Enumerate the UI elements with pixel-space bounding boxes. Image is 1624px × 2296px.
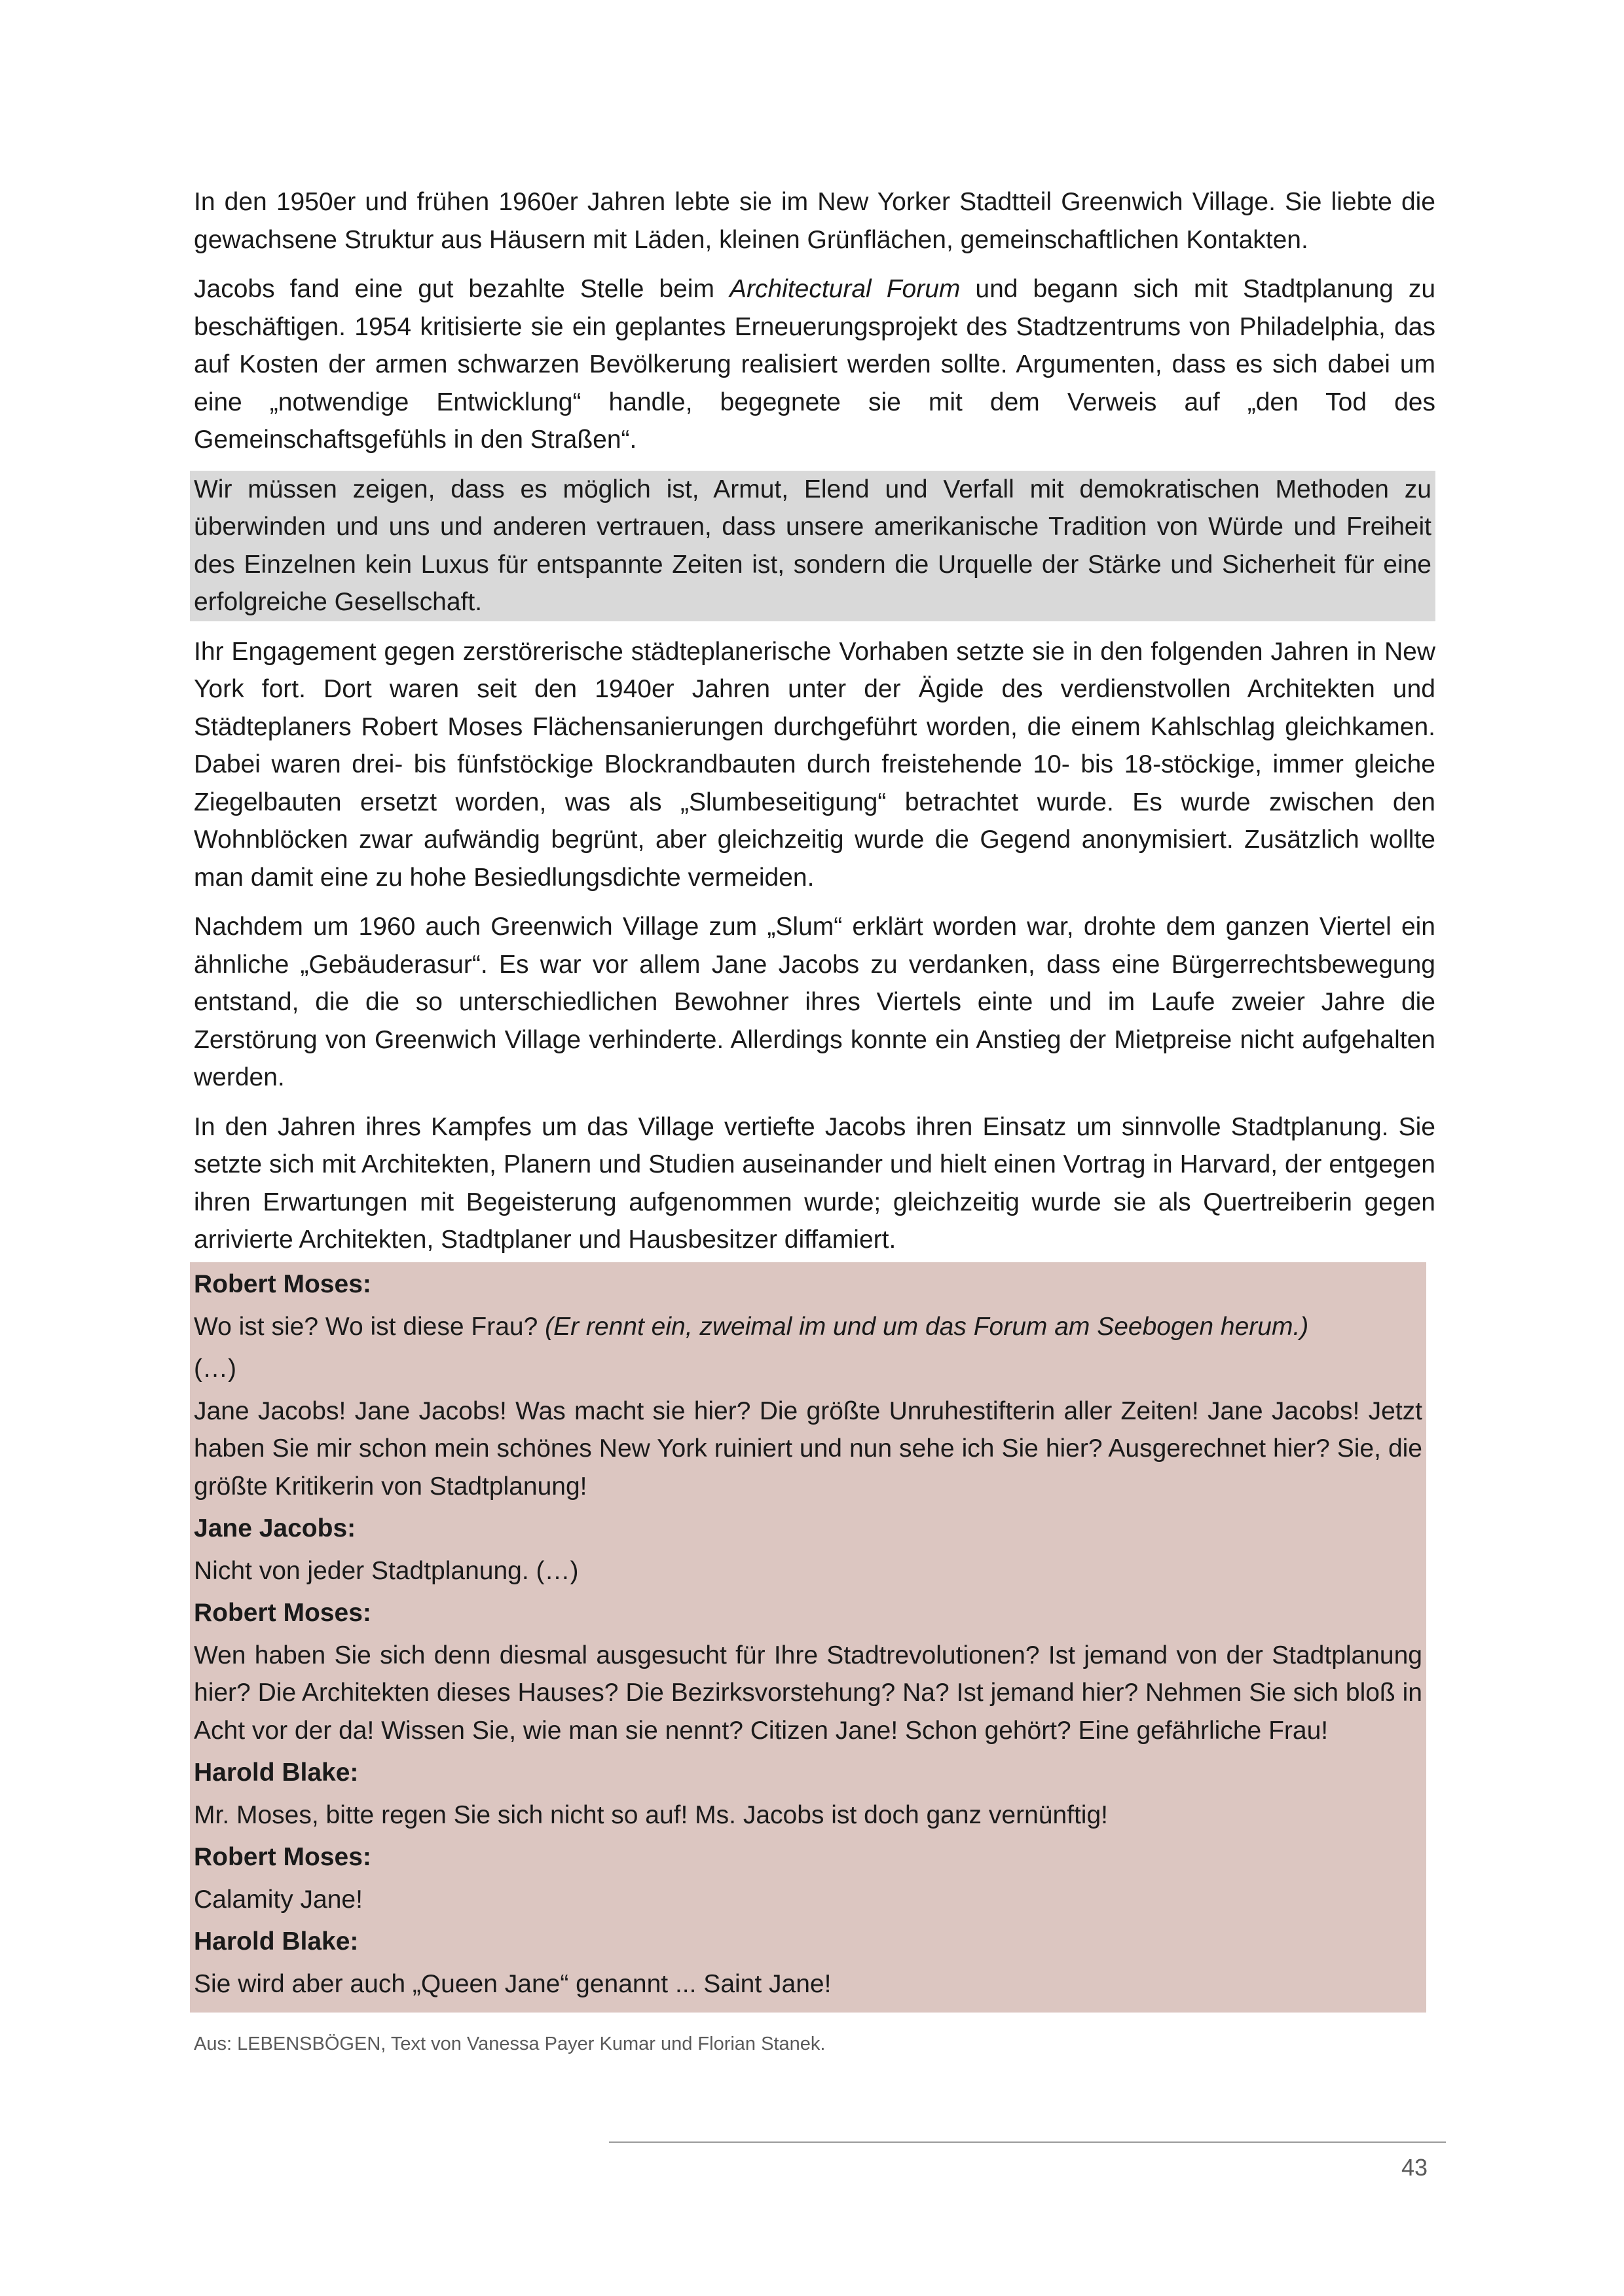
footer-divider xyxy=(609,2141,1446,2143)
dialog-box xyxy=(190,1262,1426,2013)
speaker-label: Harold Blake: xyxy=(194,1758,359,1787)
main-text xyxy=(194,183,1435,1271)
highlighted-quote: Wir müssen zeigen, dass es möglich ist, Armut, Elend und Verfall mit demokratischen Methoden zu überwinden und uns und anderen vertrauen, dass unsere amerikanische Tradition von Würde und Freiheit des Einzelnen kein Luxus für entspannte Zeiten ist, sondern die Urquelle der Stärke und Sicherheit für eine erfolgreiche Gesellschaft. xyxy=(190,471,1435,621)
source-citation: Aus: LEBENSBÖGEN, Text von Vanessa Payer Kumar und Florian Stanek. xyxy=(194,2033,826,2054)
speaker-label: Robert Moses: xyxy=(194,1843,371,1871)
paragraph-2-start: Jacobs fand eine gut bezahlte Stelle beim xyxy=(194,275,729,303)
dialog-line: Mr. Moses, bitte regen Sie sich nicht so auf! Ms. Jacobs ist doch ganz vernünftig! xyxy=(194,1800,1109,1829)
publication-title: Architectural Forum xyxy=(729,275,961,303)
dialog-line: (…) xyxy=(194,1355,236,1383)
paragraph-5: In den Jahren ihres Kampfes um das Village vertiefte Jacobs ihren Einsatz um sinnvolle Stadtplanung. Sie setzte sich mit Architekten, Planern und Studien auseinander und hielt einen Vortrag in Harvard, der entgegen ihren Erwartungen mit Begeisterung aufgenommen wurde; gleichzeitig wurde sie als Quertreiberin gegen arrivierte Architekten, Stadtplaner und Hausbesitzer diffamiert. xyxy=(194,1112,1435,1254)
speaker-label: Robert Moses: xyxy=(194,1599,371,1627)
speaker-label: Robert Moses: xyxy=(194,1270,371,1298)
dialog-line: Calamity Jane! xyxy=(194,1885,363,1914)
dialog-line: Jane Jacobs! Jane Jacobs! Was macht sie hier? Die größte Unruhestifterin aller Zeiten! Jane Jacobs! Jetzt haben Sie mir schon mein schönes New York ruiniert und nun sehe ich Sie hier? Ausgerechnet hier? Sie, die größte Kritikerin von Stadtplanung! xyxy=(194,1396,1422,1501)
dialog-line xyxy=(194,1308,1422,1346)
paragraph-1: In den 1950er und frühen 1960er Jahren lebte sie im New Yorker Stadtteil Greenwich Village. Sie liebte die gewachsene Struktur aus Häusern mit Läden, kleinen Grünflächen, gemeinschaftlichen Kontakten. xyxy=(194,188,1435,254)
paragraph-2 xyxy=(194,270,1435,459)
speaker-label: Jane Jacobs: xyxy=(194,1514,356,1542)
page-number: 43 xyxy=(1401,2154,1428,2181)
paragraph-4: Nachdem um 1960 auch Greenwich Village zum „Slum“ erklärt worden war, drohte dem ganzen Viertel ein ähnliche „Gebäuderasur“. Es war vor allem Jane Jacobs zu verdanken, dass eine Bürgerrechtsbewegung entstand, die die so unterschiedlichen Bewohner ihres Viertels einte und im Laufe zweier Jahre die Zerstörung von Greenwich Village verhinderte. Allerdings konnte ein Anstieg der Mietpreise nicht aufgehalten werden. xyxy=(194,913,1435,1091)
dialog-line: Nicht von jeder Stadtplanung. (…) xyxy=(194,1556,579,1585)
dialog-line-text: Wo ist sie? Wo ist diese Frau? xyxy=(194,1312,545,1341)
dialog-line: Sie wird aber auch „Queen Jane“ genannt ... Saint Jane! xyxy=(194,1969,832,1998)
dialog-line: Wen haben Sie sich denn diesmal ausgesucht für Ihre Stadtrevolutionen? Ist jemand von der Stadtplanung hier? Die Architekten dieses Hauses? Die Bezirksvorstehung? Na? Ist jemand hier? Nehmen Sie sich bloß in Acht vor der da! Wissen Sie, wie man sie nennt? Citizen Jane! Schon gehört? Eine gefährliche Frau! xyxy=(194,1641,1422,1745)
paragraph-3: Ihr Engagement gegen zerstörerische städteplanerische Vorhaben setzte sie in den folgenden Jahren in New York fort. Dort waren seit den 1940er Jahren unter der Ägide des verdienstvollen Architekten und Städteplaners Robert Moses Flächensanierungen durchgeführt worden, die einem Kahlschlag gleichkamen. Dabei waren drei- bis fünfstöckige Blockrandbauten durch freistehende 10- bis 18-stöckige, immer gleiche Ziegelbauten ersetzt worden, was als „Slumbeseitigung“ betrachtet wurde. Es wurde zwischen den Wohnblöcken zwar aufwändig begrünt, aber gleichzeitig wurde die Gegend anonymisiert. Zusätzlich wollte man damit eine zu hohe Besiedlungsdichte vermeiden. xyxy=(194,637,1435,892)
paragraph-2-end: und begann sich mit Stadtplanung zu beschäftigen. 1954 kritisierte sie ein geplantes Erneuerungsprojekt des Stadtzentrums von Philadelphia, das auf Kosten der armen schwarzen Bevölkerung realisiert werden sollte. Argumenten, dass es sich dabei um eine „notwendige Entwicklung“ handle, begegnete sie mit dem Verweis auf „den Tod des Gemeinschaftsgefühls in den Straßen“. xyxy=(194,275,1436,454)
stage-direction: (Er rennt ein, zweimal im und um das Forum am Seebogen herum.) xyxy=(545,1312,1309,1341)
speaker-label: Harold Blake: xyxy=(194,1927,359,1956)
